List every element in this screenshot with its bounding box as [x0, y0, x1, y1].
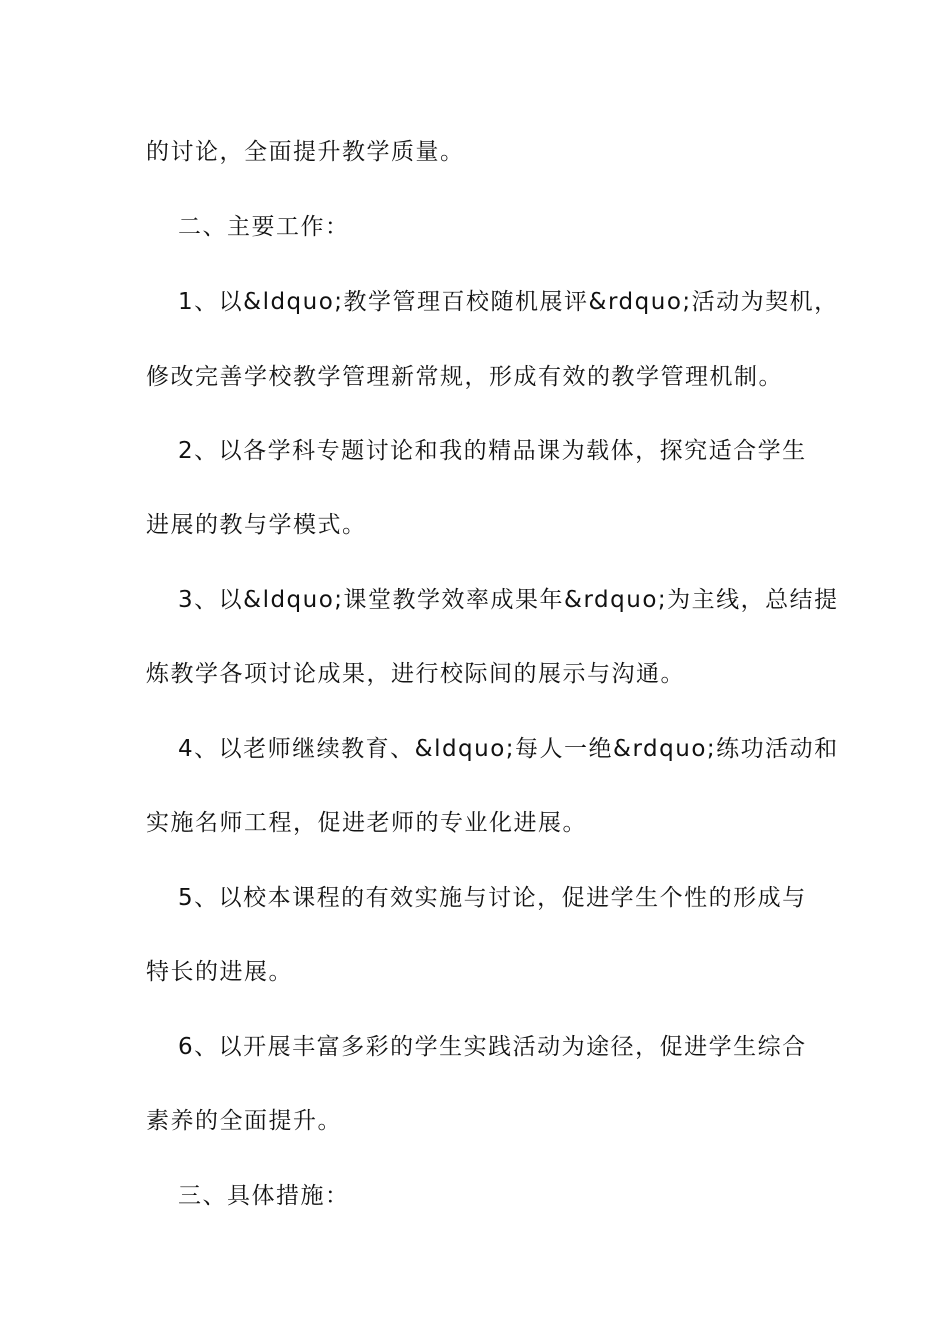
item-5-line-2: 特长的进展。 — [146, 959, 293, 985]
item-2-line-1: 2、以各学科专题讨论和我的精品课为载体，探究适合学生 — [178, 438, 807, 464]
item-4-line-2: 实施名师工程，促进老师的专业化进展。 — [146, 810, 587, 836]
item-6-line-2: 素养的全面提升。 — [146, 1108, 342, 1134]
item-3-line-2: 炼教学各项讨论成果，进行校际间的展示与沟通。 — [146, 661, 685, 687]
paragraph-continuation-line: 的讨论，全面提升教学质量。 — [146, 139, 465, 165]
item-6-line-1: 6、以开展丰富多彩的学生实践活动为途径，促进学生综合 — [178, 1034, 807, 1060]
item-3-line-1: 3、以&ldquo;课堂教学效率成果年&rdquo;为主线，总结提 — [178, 587, 839, 613]
item-1-line-2: 修改完善学校教学管理新常规，形成有效的教学管理机制。 — [146, 364, 783, 390]
section-heading-specific-measures: 三、具体措施： — [178, 1183, 350, 1209]
section-heading-main-work: 二、主要工作： — [178, 214, 350, 240]
item-5-line-1: 5、以校本课程的有效实施与讨论，促进学生个性的形成与 — [178, 885, 807, 911]
item-1-line-1: 1、以&ldquo;教学管理百校随机展评&rdquo;活动为契机， — [178, 289, 839, 315]
item-2-line-2: 进展的教与学模式。 — [146, 512, 367, 538]
item-4-line-1: 4、以老师继续教育、&ldquo;每人一绝&rdquo;练功活动和 — [178, 736, 839, 762]
